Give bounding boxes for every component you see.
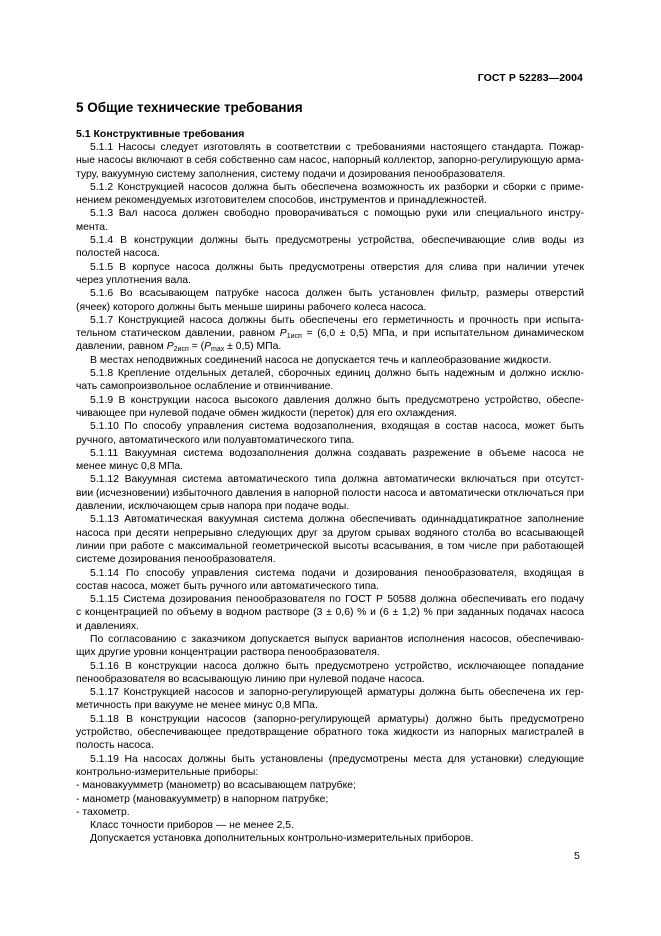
- text-line: 5.1.6 Во всасывающем патрубке насоса должен быть установлен фильтр, размеры отверстий: [90, 288, 584, 300]
- paragraph: [76, 713, 584, 753]
- paragraph: [76, 753, 584, 780]
- text-line: 5.1.8 Крепление отдельных деталей, сборочных единиц должно быть надежным и должно исклю-: [90, 368, 584, 380]
- text-line: через уплотнения вала.: [76, 274, 191, 286]
- text-line: 5.1.5 В корпусе насоса должны быть предусмотрены отверстия для слива при наличии утечек: [90, 261, 584, 273]
- text-line: 5.1.10 По способу управления система водозаполнения, входящая в состав насоса, может быть: [90, 421, 584, 433]
- paragraph: [76, 287, 584, 314]
- paragraph: [76, 819, 584, 832]
- paragraph: [76, 686, 584, 713]
- text-line: 5.1.2 Конструкцией насосов должна быть обеспечена возможность их разборки и сборки с приме-: [90, 181, 584, 193]
- text-line: 5.1.1 Насосы следует изготовлять в соответствии с требованиями настоящего стандарта. Пожар-: [90, 142, 584, 153]
- text-line: чивающее при нулевой подаче обмен жидкости (переток) для его охлаждения.: [76, 407, 457, 419]
- text-line: пенообразователя во всасывающую линию при нулевой подаче насоса.: [76, 673, 425, 685]
- text-line: 5.1.13 Автоматическая вакуумная система должна обеспечивать одиннадцатикратное заполнение: [90, 514, 584, 526]
- subsection-title: 5.1 Конструктивные требования: [76, 128, 245, 140]
- text-line: чать самопроизвольное ослабление и отвинчивание.: [76, 381, 334, 393]
- paragraph: [76, 660, 584, 687]
- paragraph: [76, 567, 584, 594]
- text-line: и давлениях.: [76, 620, 139, 632]
- text-line: устройство, обеспечивающее предотвращение обратного тока жидкости из напорных магистралей в: [76, 727, 584, 739]
- text-line: Допускается установка дополнительных контрольно-измерительных приборов.: [90, 833, 474, 845]
- paragraph: [76, 447, 584, 474]
- paragraph: [76, 181, 584, 208]
- text-line: 5.1.15 Система дозирования пенообразователя по ГОСТ Р 50588 должна обеспечивать его подачу: [90, 594, 584, 606]
- text-line: менее минус 0,8 МПа.: [76, 461, 184, 473]
- text-line: 5.1.9 В конструкции насоса высокого давления должно быть предусмотрено устройство, обеспе-: [90, 394, 584, 406]
- paragraph: [76, 394, 584, 421]
- paragraph: [76, 513, 584, 566]
- paragraph: [76, 832, 584, 845]
- text-line: Класс точности приборов — не менее 2,5.: [90, 820, 294, 832]
- text-line: щих другие уровни концентрации раствора пенообразователя.: [76, 647, 380, 659]
- document-header: ГОСТ Р 52283—2004: [477, 72, 583, 84]
- text-line: с концентрацией по объему в водном растворе (3 ± 0,6) % и (6 ± 1,2) % при заданных подачах насоса: [76, 607, 584, 619]
- text-line: 5.1.3 Вал насоса должен свободно проворачиваться с помощью руки или специального инстру-: [90, 208, 584, 220]
- paragraph: [76, 354, 584, 367]
- text-line: мента.: [76, 221, 108, 233]
- paragraph: [76, 234, 584, 261]
- paragraph: [76, 207, 584, 234]
- text-line: контрольно-измерительные приборы:: [76, 766, 259, 778]
- list-item: - манометр (мановакуумметр) в напорном патрубке;: [76, 793, 329, 805]
- text-line: 5.1.14 По способу управления система подачи и дозирования пенообразователя, входящая в: [90, 567, 584, 579]
- text-line: туру, вакуумную систему заполнения, систему подачи и дозирования пенообразователя.: [76, 168, 506, 180]
- text-line: системе дозирования пенообразователя.: [76, 554, 276, 566]
- paragraph: [76, 141, 584, 181]
- instrument-list: [76, 779, 584, 819]
- text-line: состав насоса, может быть ручного или автоматического типа.: [76, 580, 380, 592]
- text-line: 5.1.19 На насосах должны быть установлены (предусмотрены места для установки) следующие: [90, 753, 584, 765]
- paragraph: [76, 367, 584, 394]
- text-line: линии при работе с максимальной геометрической высоты всасывания, в том числе при работающей: [76, 540, 584, 552]
- text-line: 5.1.18 В конструкции насосов (запорно-регулирующей арматуры) должно быть предусмотрено: [90, 713, 584, 725]
- text-line: тельном статическом давлении, равном $P_{1исп} = (6,0 \pm 0,5)$ МПа, и при испытательном динамическом: [76, 328, 584, 341]
- paragraph: [76, 420, 584, 447]
- text-line: ручного, автоматического или полуавтоматического типа.: [76, 434, 355, 446]
- text-line: 5.1.16 В конструкции насоса должно быть предусмотрено устройство, исключающее попадание: [90, 660, 584, 672]
- text-line: 5.1.12 Вакуумная система автоматического типа должна автоматически включаться при отсутст-: [90, 474, 584, 486]
- list-item: - мановакуумметр (манометр) во всасывающем патрубке;: [76, 780, 356, 792]
- paragraph: [76, 261, 584, 288]
- text-line: По согласованию с заказчиком допускается выпуск вариантов исполнения насосов, обеспечиваю-: [90, 633, 584, 645]
- paragraph: [76, 473, 584, 513]
- document-body: [76, 141, 584, 846]
- text-line: 5.1.11 Вакуумная система водозаполнения должна создавать разрежение в объеме насоса не: [90, 447, 584, 459]
- text-line: полость насоса.: [76, 740, 154, 752]
- text-line: давлении, исключающем срыв напора при подаче воды.: [76, 501, 350, 513]
- text-line: В местах неподвижных соединений насоса не допускается течь и каплеобразование жидкости.: [90, 354, 552, 366]
- text-line: метичность при вакууме не менее минус 0,8 МПа.: [76, 700, 318, 712]
- text-line: 5.1.17 Конструкцией насосов и запорно-регулирующей арматуры должна быть обеспечена их гер-: [90, 687, 584, 699]
- text-line: вии (исчезновении) избыточного давления в напорной полости насоса и автоматически отключаться при: [76, 487, 585, 499]
- paragraph: [76, 314, 584, 354]
- text-line: полостей насоса.: [76, 248, 160, 260]
- text-line: нением рекомендуемых изготовителем способов, инструментов и принадлежностей.: [76, 195, 487, 207]
- section-title: 5 Общие технические требования: [76, 100, 303, 115]
- text-line: давлении, равном $P_{2исп} = (P_{max} \pm 0,5)$ МПа.: [76, 341, 282, 354]
- list-item: - тахометр.: [76, 806, 130, 818]
- paragraph: [76, 593, 584, 633]
- text-line: (ячеек) которого должны быть меньше ширины рабочего колеса насоса.: [76, 301, 427, 313]
- paragraph: [76, 633, 584, 660]
- text-line: ные насосы включают в себя собственно сам насос, напорный коллектор, запорно-регулирующую арма-: [76, 155, 584, 167]
- text-line: 5.1.7 Конструкцией насоса должны быть обеспечены его герметичность и прочность при испыта-: [90, 314, 584, 326]
- text-line: насоса при десяти непрерывно следующих друг за другом срывах водяного столба во всасывающей: [76, 527, 584, 539]
- text-line: 5.1.4 В конструкции должны быть предусмотрены устройства, обеспечивающие слив воды из: [90, 235, 584, 247]
- page-number: 5: [574, 850, 580, 862]
